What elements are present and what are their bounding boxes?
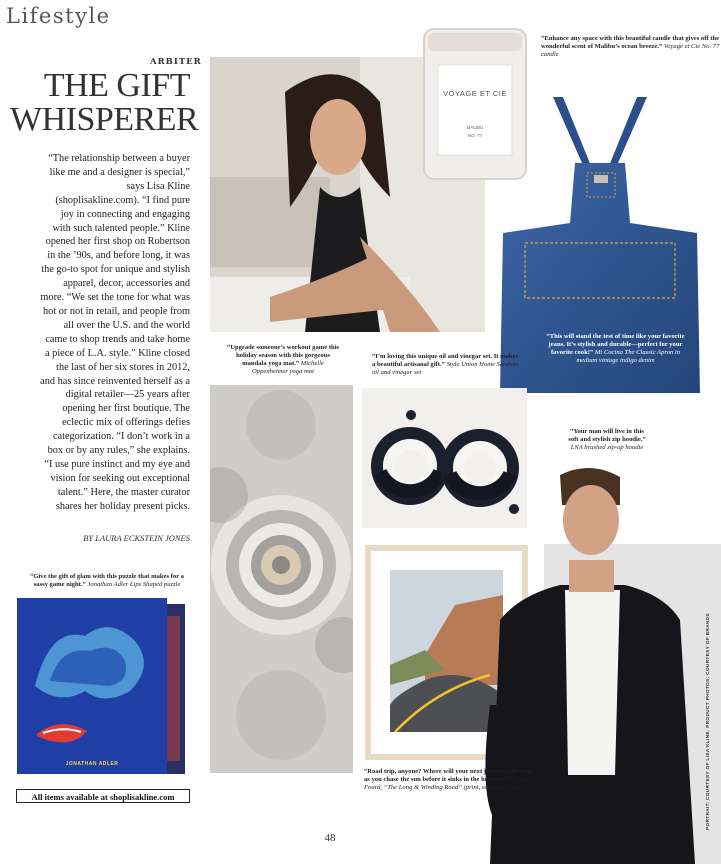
hoodie-model-illustration [480, 445, 721, 864]
puzzle-caption-product: Jonathan Adler Lips Shaped puzzle [87, 581, 181, 588]
hoodie-model-photo [480, 445, 721, 864]
headline [10, 67, 199, 138]
kicker: ARBITER [150, 57, 202, 67]
page-number: 48 [324, 832, 336, 844]
yoga-mat-photo [210, 385, 353, 773]
section-title: Lifestyle [6, 4, 111, 28]
candle-caption-product: Voyage et Cie No. 77 candle [541, 43, 720, 58]
puzzle-caption [28, 573, 186, 589]
photo-credits: PORTRAIT: COURTESY OF LISA KLINE. PRODUCT PHOTOS: COURTESY OF BRANDS [706, 613, 711, 830]
yoga-caption [224, 344, 342, 376]
candle-number: NO. 77 [467, 133, 483, 138]
puzzle-photo [15, 596, 190, 776]
print-caption-product: Lindsey Foard, “The Long & Winding Road” (print, sold unframed) [364, 776, 532, 791]
all-items-link[interactable]: All items available at shoplisakline.com [16, 789, 190, 803]
puzzle-brand: JONATHAN ADLER [65, 761, 119, 767]
headline-line-1: THE GIFT [43, 67, 190, 104]
puzzle-illustration [15, 596, 190, 776]
print-caption [364, 768, 534, 792]
cruet-caption [372, 353, 522, 377]
candle-brand: VOYAGE ET CIE [443, 89, 507, 98]
hoodie-caption [566, 428, 648, 452]
yoga-caption-product: Michelle Oppenheimer yoga mat [252, 360, 324, 375]
hoodie-caption-quote: “Your man will live in this soft and stylish zip hoodie.” [568, 428, 646, 443]
puzzle-caption-quote: “Give the gift of glam with this puzzle that makes for a sassy game night.” [30, 573, 184, 588]
candle-location: MALIBU [466, 125, 484, 130]
cruet-caption-quote: “I’m loving this unique oil and vinegar set. It makes a beautiful artisanal gift.” [372, 353, 519, 368]
apron-caption [543, 333, 688, 365]
yoga-caption-quote: “Upgrade someone’s workout game this holiday season with this gorgeous mandala yoga mat.” [226, 344, 340, 367]
cruet-caption-product: Style Union Home Sardinia oil and vinegar set [372, 361, 520, 376]
print-caption-quote: “Road trip, anyone? Where will your next journey take you as you chase the sun before it sinks in the horizon?” [364, 768, 532, 783]
candle-caption [541, 35, 721, 59]
apron-caption-quote: “This will stand the test of time like your favorite jeans. It’s stylish and durable—perfect for your favorite cook!” [546, 333, 685, 356]
hoodie-caption-product: LNA brushed zip-up hoodie [570, 444, 644, 451]
article-body: “The relationship between a buyer like me and a designer is special,” says Lisa Kline (shoplisakline.com). “I find pure joy in connecting and engaging with such talented people.” Kline opened her first shop on Robertson in the ’90s, and before long, it was the go-to spot for unique and stylish apparel, decor, accessories and more. “We set the tone for what was hot or not in retail, and people from all over the U.S. and the world came to shop trends and take home a piece of L.A. style.” Kline closed the last of her six stores in 2012, and has since reinvented herself as a digital retailer—25 years after opening her first boutique. The eclectic mix of offerings defies categorization. “I don’t work in a box or by any rules,” she explains. “I use pure instinct and my eye and vision for seeking out exceptional talent.” Here, the master curator shares her holiday present picks. [40, 153, 190, 512]
yoga-mat-mandala [210, 385, 353, 773]
apron-caption-product: Mi Cocina The Classic Apron in medium vintage indigo denim [576, 349, 681, 364]
candle-caption-quote: “Enhance any space with this beautiful candle that gives off the wonderful scent of Malibu’s ocean breeze.” [541, 35, 720, 50]
headline-line-2: WHISPERER [10, 101, 199, 138]
byline: BY LAURA ECKSTEIN JONES [83, 533, 190, 543]
